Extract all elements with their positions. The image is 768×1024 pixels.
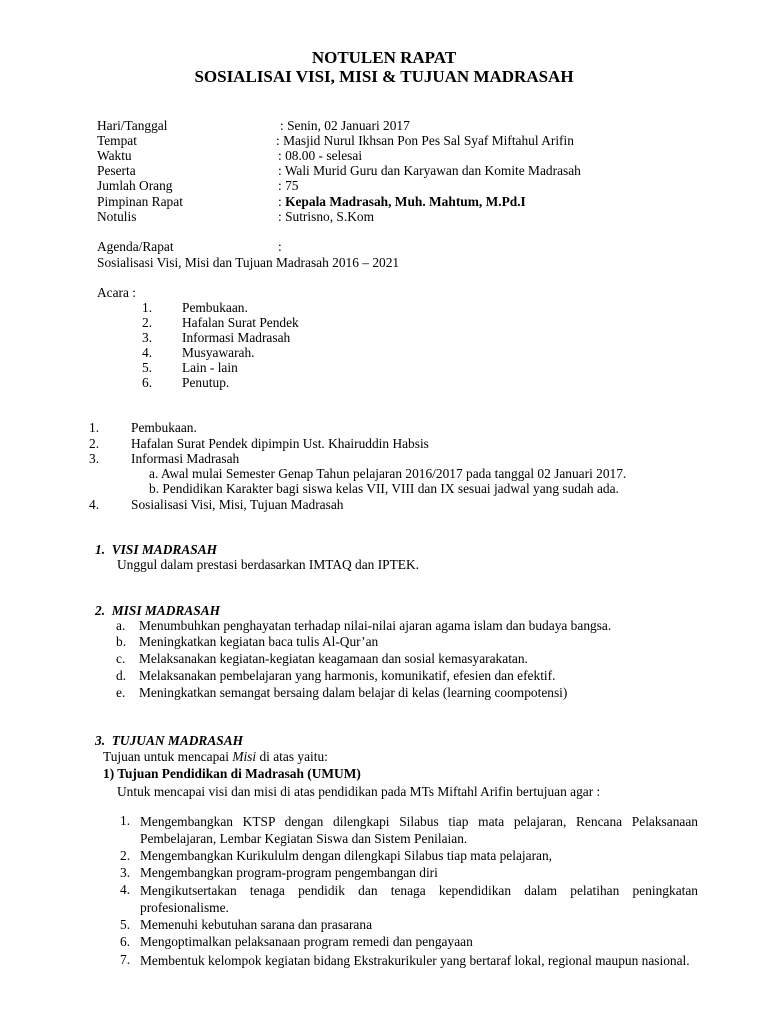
list-item: Lain - lain (182, 360, 238, 375)
list-item: Hafalan Surat Pendek (182, 315, 299, 330)
list-item: Memenuhi kebutuhan sarana dan prasarana (140, 917, 373, 932)
section-heading-visi (95, 542, 217, 557)
doc-title: NOTULEN RAPAT (311, 48, 457, 67)
list-item: Meningkatkan kegiatan baca tulis Al-Qur’an (139, 634, 379, 649)
info-label: Tempat (97, 133, 137, 148)
info-label: Pimpinan Rapat (97, 194, 183, 209)
list-item: Sosialisasi Visi, Misi, Tujuan Madrasah (131, 497, 344, 512)
list-item: Mengembangkan program-program pengembangan diri (140, 865, 438, 880)
agenda-colon: : (278, 239, 282, 254)
list-number: 5. (142, 360, 153, 375)
list-item: Pembukaan. (131, 420, 197, 435)
info-label: Jumlah Orang (97, 178, 173, 193)
intro-text: di atas yaitu: (256, 749, 328, 764)
info-label: Hari/Tanggal (97, 118, 168, 133)
list-number: 2. (142, 315, 153, 330)
meeting-leader: Kepala Madrasah, Muh. Mahtum, M.Pd.I (285, 194, 526, 209)
list-letter: b. (116, 634, 127, 649)
list-number: 2. (120, 848, 131, 863)
agenda-text: Sosialisasi Visi, Misi dan Tujuan Madrasah 2016 – 2021 (97, 255, 400, 270)
list-item: Musyawarah. (182, 345, 255, 360)
section-title: MISI MADRASAH (111, 603, 221, 618)
list-item: Informasi Madrasah (131, 451, 240, 466)
list-item: Hafalan Surat Pendek dipimpin Ust. Khairuddin Habsis (131, 436, 429, 451)
doc-subtitle: SOSIALISAI VISI, MISI & TUJUAN MADRASAH (194, 67, 574, 86)
list-number: 7. (120, 952, 131, 967)
info-value: : Masjid Nurul Ikhsan Pon Pes Sal Syaf Miftahul Arifin (276, 133, 574, 148)
list-letter: d. (116, 668, 127, 683)
list-number: 4. (89, 497, 100, 512)
list-item: Mengoptimalkan pelaksanaan program remedi dan pengayaan (140, 934, 473, 949)
list-item: Menumbuhkan penghayatan terhadap nilai-nilai ajaran agama islam dan budaya bangsa. (139, 618, 612, 633)
list-number: 4. (120, 882, 131, 897)
list-item: Penutup. (182, 375, 230, 390)
list-letter: c. (116, 651, 126, 666)
info-value: : Senin, 02 Januari 2017 (280, 118, 410, 133)
info-label: Waktu (97, 148, 132, 163)
list-number: 3. (120, 865, 131, 880)
list-item: Pembukaan. (182, 300, 248, 315)
info-value: : Sutrisno, S.Kom (278, 209, 374, 224)
list-item: Mengikutsertakan tenaga pendidik dan tenaga kependidikan dalam pelatihan peningkatan profesionalisme. (140, 883, 698, 915)
section-number: 3. (95, 733, 106, 748)
section-title: VISI MADRASAH (111, 542, 218, 557)
info-label: Peserta (97, 163, 136, 178)
list-item: Melaksanakan pembelajaran yang harmonis, komunikatif, efesien dan efektif. (139, 668, 556, 683)
list-number: 2. (89, 436, 100, 451)
list-number: 5. (120, 917, 131, 932)
info-colon: : (278, 194, 286, 209)
info-value (278, 194, 526, 209)
tujuan-intro (103, 749, 328, 764)
section-title: TUJUAN MADRASAH (111, 733, 244, 748)
section-heading-tujuan (95, 733, 243, 748)
list-number: 1. (89, 420, 100, 435)
sub-item: b. Pendidikan Karakter bagi siswa kelas VII, VIII dan IX sesuai jadwal yang sudah ada. (149, 481, 619, 496)
list-number: 3. (89, 451, 100, 466)
list-number: 3. (142, 330, 153, 345)
list-item: Informasi Madrasah (182, 330, 291, 345)
acara-label: Acara : (97, 285, 137, 300)
info-value: : Wali Murid Guru dan Karyawan dan Komite Madrasah (278, 163, 581, 178)
list-letter: e. (116, 685, 126, 700)
list-item: Mengembangkan Kurikululm dengan dilengkapi Silabus tiap mata pelajaran, (140, 848, 553, 863)
list-item: Meningkatkan semangat bersaing dalam belajar di kelas (learning coompotensi) (139, 685, 568, 700)
info-label: Notulis (97, 209, 137, 224)
list-item: Melaksanakan kegiatan-kegiatan keagamaan dan sosial kemasyarakatan. (139, 651, 528, 666)
section-heading-misi (95, 603, 220, 618)
list-number: 6. (142, 375, 153, 390)
section-number: 2. (95, 603, 106, 618)
agenda-label: Agenda/Rapat (97, 239, 174, 254)
info-value: : 75 (278, 178, 299, 193)
section-number: 1. (95, 542, 106, 557)
info-value: : 08.00 - selesai (278, 148, 363, 163)
list-number: 6. (120, 934, 131, 949)
list-number: 4. (142, 345, 153, 360)
list-item: Mengembangkan KTSP dengan dilengkapi Silabus tiap mata pelajaran, Rencana Pelaksanaan Pembelajaran, Lembar Kegiatan Siswa dan Sistem Penilaian. (140, 814, 698, 846)
visi-text: Unggul dalam prestasi berdasarkan IMTAQ dan IPTEK. (117, 557, 419, 572)
list-number: 1. (142, 300, 153, 315)
sub-item: a. Awal mulai Semester Genap Tahun pelajaran 2016/2017 pada tanggal 02 Januari 2017. (149, 466, 627, 481)
tujuan-sub-intro: Untuk mencapai visi dan misi di atas pendidikan pada MTs Miftahl Arifin bertujuan agar : (117, 784, 601, 799)
intro-text: Tujuan untuk mencapai (103, 749, 233, 764)
list-letter: a. (116, 618, 126, 633)
tujuan-subheading: 1) Tujuan Pendidikan di Madrasah (UMUM) (103, 766, 361, 781)
list-item: Membentuk kelompok kegiatan bidang Ekstrakurikuler yang bertaraf lokal, regional maupun nasional. (140, 953, 690, 968)
list-number: 1. (120, 813, 131, 828)
intro-emphasis: Misi (232, 749, 257, 764)
